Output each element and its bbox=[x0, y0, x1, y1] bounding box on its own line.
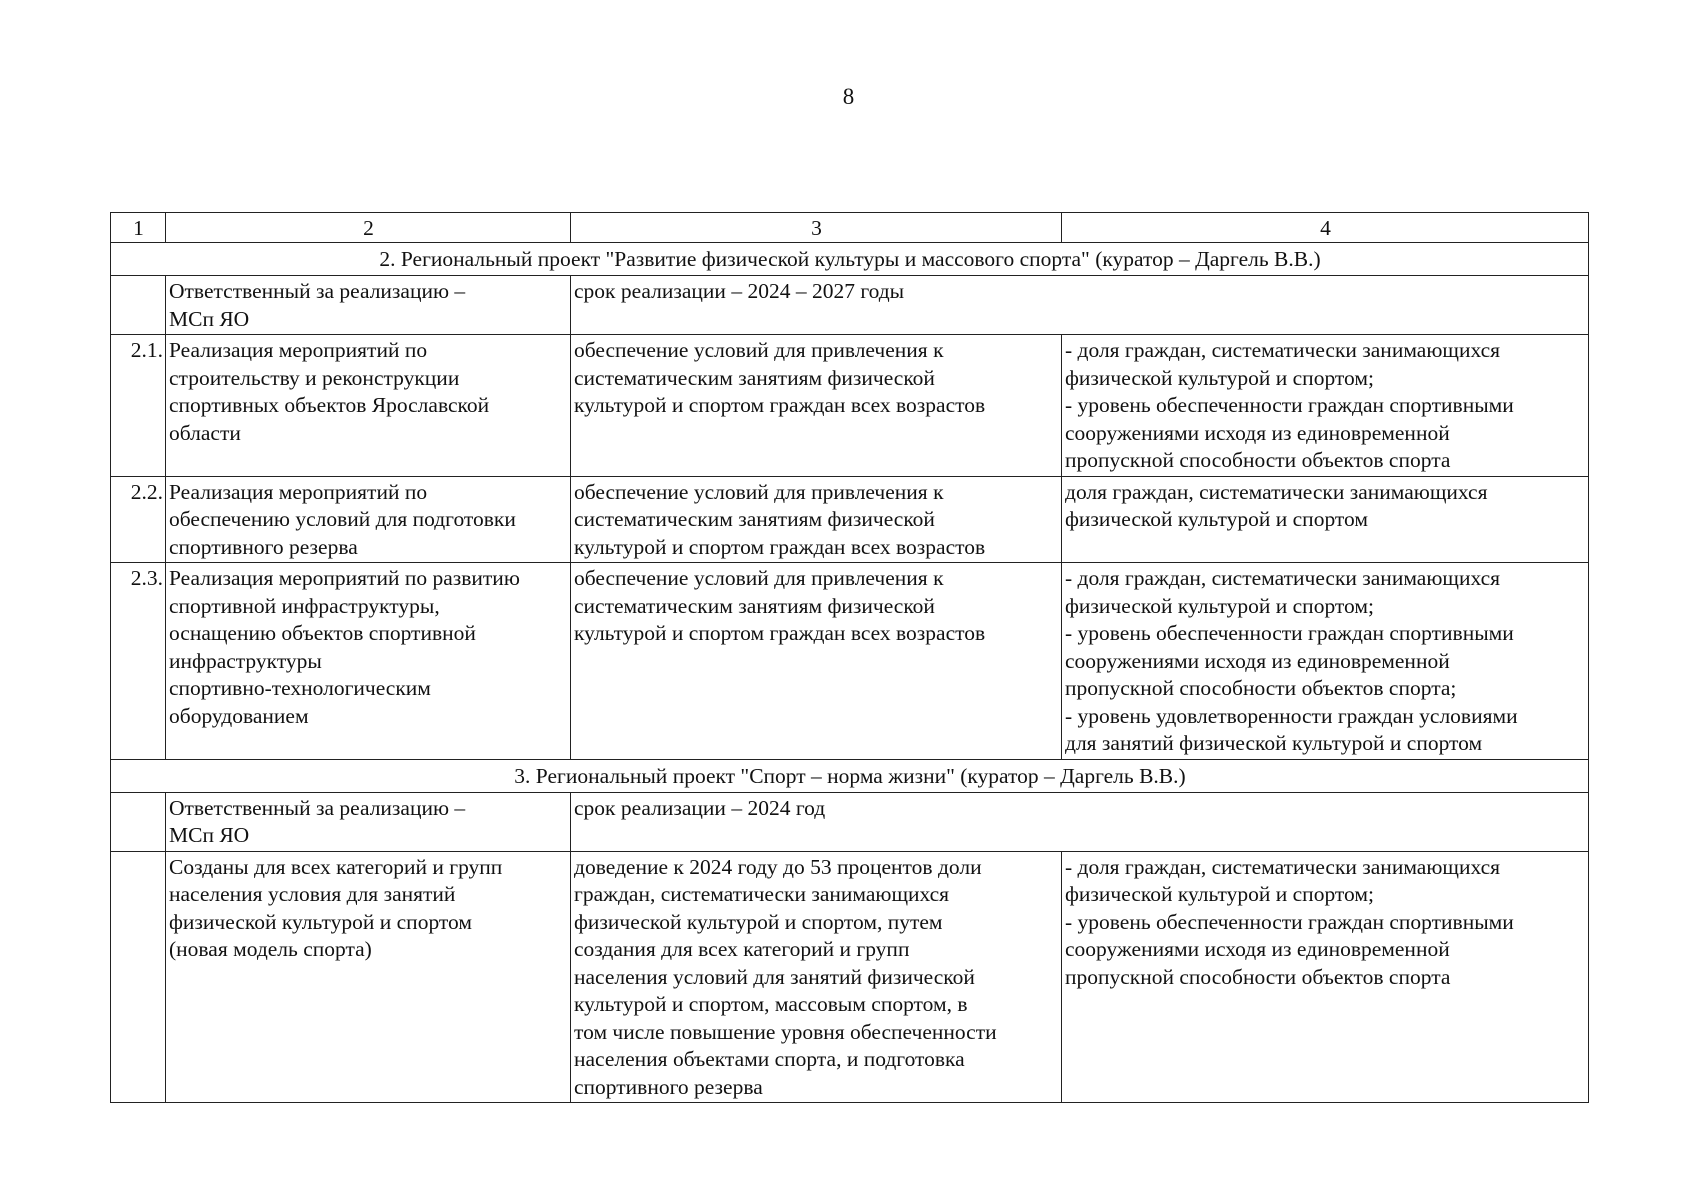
row-number: 2.3. bbox=[111, 563, 166, 760]
text-line: граждан, систематически занимающихся bbox=[574, 882, 950, 906]
responsible-row bbox=[111, 276, 1589, 335]
text-line: оборудованием bbox=[169, 703, 309, 728]
activity-cell bbox=[166, 563, 571, 760]
responsible-row bbox=[111, 792, 1589, 851]
text-line: доведение к 2024 году до 53 процентов доли bbox=[574, 854, 982, 879]
text-line: спортивного резерва bbox=[169, 534, 358, 559]
text-line: пропускной способности объектов спорта bbox=[1065, 448, 1451, 472]
text-line: - уровень обеспеченности граждан спортивными bbox=[1065, 909, 1514, 934]
text-line: оснащению объектов спортивной bbox=[169, 621, 476, 645]
header-cell-4: 4 bbox=[1062, 213, 1589, 243]
text-line: физической культурой и спортом, путем bbox=[574, 909, 943, 934]
text-line: пропускной способности объектов спорта; bbox=[1065, 676, 1457, 700]
header-cell-1: 1 bbox=[111, 213, 166, 243]
text-line: для занятий физической культурой и спортом bbox=[1065, 731, 1483, 755]
row-number: 2.1. bbox=[111, 335, 166, 477]
row-number: 2.2. bbox=[111, 476, 166, 563]
result-cell bbox=[571, 476, 1062, 563]
text-line: сооружениями исходя из единовременной bbox=[1065, 420, 1450, 445]
table-row bbox=[111, 563, 1589, 760]
responsible-line: Ответственный за реализацию – bbox=[169, 279, 466, 303]
text-line: - уровень обеспеченности граждан спортивными bbox=[1065, 393, 1514, 417]
text-line: спортивной инфраструктуры, bbox=[169, 593, 440, 618]
text-line: спортивно-технологическим bbox=[169, 676, 431, 700]
text-line: систематическим занятиям физической bbox=[574, 507, 935, 531]
text-line: населения условий для занятий физической bbox=[574, 964, 975, 989]
header-row bbox=[111, 213, 1589, 243]
text-line: культурой и спортом граждан всех возрастов bbox=[574, 621, 986, 645]
text-line: области bbox=[169, 420, 241, 445]
term-cell: срок реализации – 2024 – 2027 годы bbox=[571, 276, 1589, 335]
section-title-row bbox=[111, 243, 1589, 276]
text-line: культурой и спортом граждан всех возрастов bbox=[574, 534, 986, 559]
text-line: Созданы для всех категорий и групп bbox=[169, 854, 503, 879]
table-row bbox=[111, 335, 1589, 477]
projects-table bbox=[110, 212, 1589, 1103]
text-line: - уровень удовлетворенности граждан условиями bbox=[1065, 703, 1518, 728]
text-line: - уровень обеспеченности граждан спортивными bbox=[1065, 621, 1514, 645]
text-line: - доля граждан, систематически занимающихся bbox=[1065, 338, 1501, 362]
result-cell bbox=[571, 335, 1062, 477]
responsible-line: Ответственный за реализацию – bbox=[169, 795, 466, 820]
text-line: сооружениями исходя из единовременной bbox=[1065, 648, 1450, 673]
text-line: (новая модель спорта) bbox=[169, 937, 372, 961]
responsible-line: МСп ЯО bbox=[169, 306, 250, 331]
section-title: 2. Региональный проект "Развитие физической культуры и массового спорта" (куратор – Даргель В.В.) bbox=[111, 243, 1589, 276]
activity-cell bbox=[166, 851, 571, 1103]
text-line: обеспечение условий для привлечения к bbox=[574, 479, 944, 504]
activity-cell bbox=[166, 335, 571, 477]
text-line: Реализация мероприятий по bbox=[169, 338, 428, 362]
indicator-cell bbox=[1062, 476, 1589, 563]
text-line: систематическим занятиям физической bbox=[574, 593, 935, 618]
text-line: культурой и спортом граждан всех возрастов bbox=[574, 393, 986, 417]
text-line: инфраструктуры bbox=[169, 648, 322, 673]
text-line: физической культурой и спортом; bbox=[1065, 365, 1374, 390]
indicator-cell bbox=[1062, 335, 1589, 477]
text-line: сооружениями исходя из единовременной bbox=[1065, 937, 1450, 961]
table-row bbox=[111, 476, 1589, 563]
text-line: физической культурой и спортом bbox=[1065, 507, 1368, 531]
activity-cell bbox=[166, 476, 571, 563]
text-line: физической культурой и спортом; bbox=[1065, 593, 1374, 618]
result-cell bbox=[571, 851, 1062, 1103]
text-line: населения объектами спорта, и подготовка bbox=[574, 1047, 965, 1071]
page-number: 8 bbox=[842, 84, 855, 109]
text-line: систематическим занятиям физической bbox=[574, 365, 935, 390]
indicator-cell bbox=[1062, 563, 1589, 760]
text-line: создания для всех категорий и групп bbox=[574, 937, 910, 961]
text-line: физической культурой и спортом bbox=[169, 909, 472, 934]
empty-cell bbox=[111, 276, 166, 335]
responsible-line: МСп ЯО bbox=[169, 823, 250, 847]
header-cell-3: 3 bbox=[571, 213, 1062, 243]
result-cell bbox=[571, 563, 1062, 760]
text-line: обеспечение условий для привлечения к bbox=[574, 338, 944, 362]
text-line: Реализация мероприятий по bbox=[169, 479, 428, 504]
text-line: строительству и реконструкции bbox=[169, 365, 460, 390]
section-title: 3. Региональный проект "Спорт – норма жизни" (куратор – Даргель В.В.) bbox=[111, 759, 1589, 792]
responsible-cell bbox=[166, 276, 571, 335]
text-line: культурой и спортом, массовым спортом, в bbox=[574, 992, 968, 1016]
indicator-cell bbox=[1062, 851, 1589, 1103]
responsible-cell bbox=[166, 792, 571, 851]
empty-cell bbox=[111, 792, 166, 851]
text-line: обеспечение условий для привлечения к bbox=[574, 566, 944, 590]
text-line: доля граждан, систематически занимающихся bbox=[1065, 479, 1488, 504]
text-line: - доля граждан, систематически занимающихся bbox=[1065, 566, 1501, 590]
text-line: Реализация мероприятий по развитию bbox=[169, 566, 520, 590]
text-line: населения условия для занятий bbox=[169, 882, 456, 906]
table-row bbox=[111, 851, 1589, 1103]
term-cell: срок реализации – 2024 год bbox=[571, 792, 1589, 851]
header-cell-2: 2 bbox=[166, 213, 571, 243]
text-line: спортивных объектов Ярославской bbox=[169, 393, 490, 417]
section-title-row bbox=[111, 759, 1589, 792]
text-line: спортивного резерва bbox=[574, 1074, 763, 1099]
text-line: том числе повышение уровня обеспеченности bbox=[574, 1019, 997, 1044]
text-line: обеспечению условий для подготовки bbox=[169, 507, 516, 531]
text-line: - доля граждан, систематически занимающихся bbox=[1065, 854, 1501, 879]
row-number bbox=[111, 851, 166, 1103]
text-line: пропускной способности объектов спорта bbox=[1065, 964, 1451, 989]
text-line: физической культурой и спортом; bbox=[1065, 882, 1374, 906]
